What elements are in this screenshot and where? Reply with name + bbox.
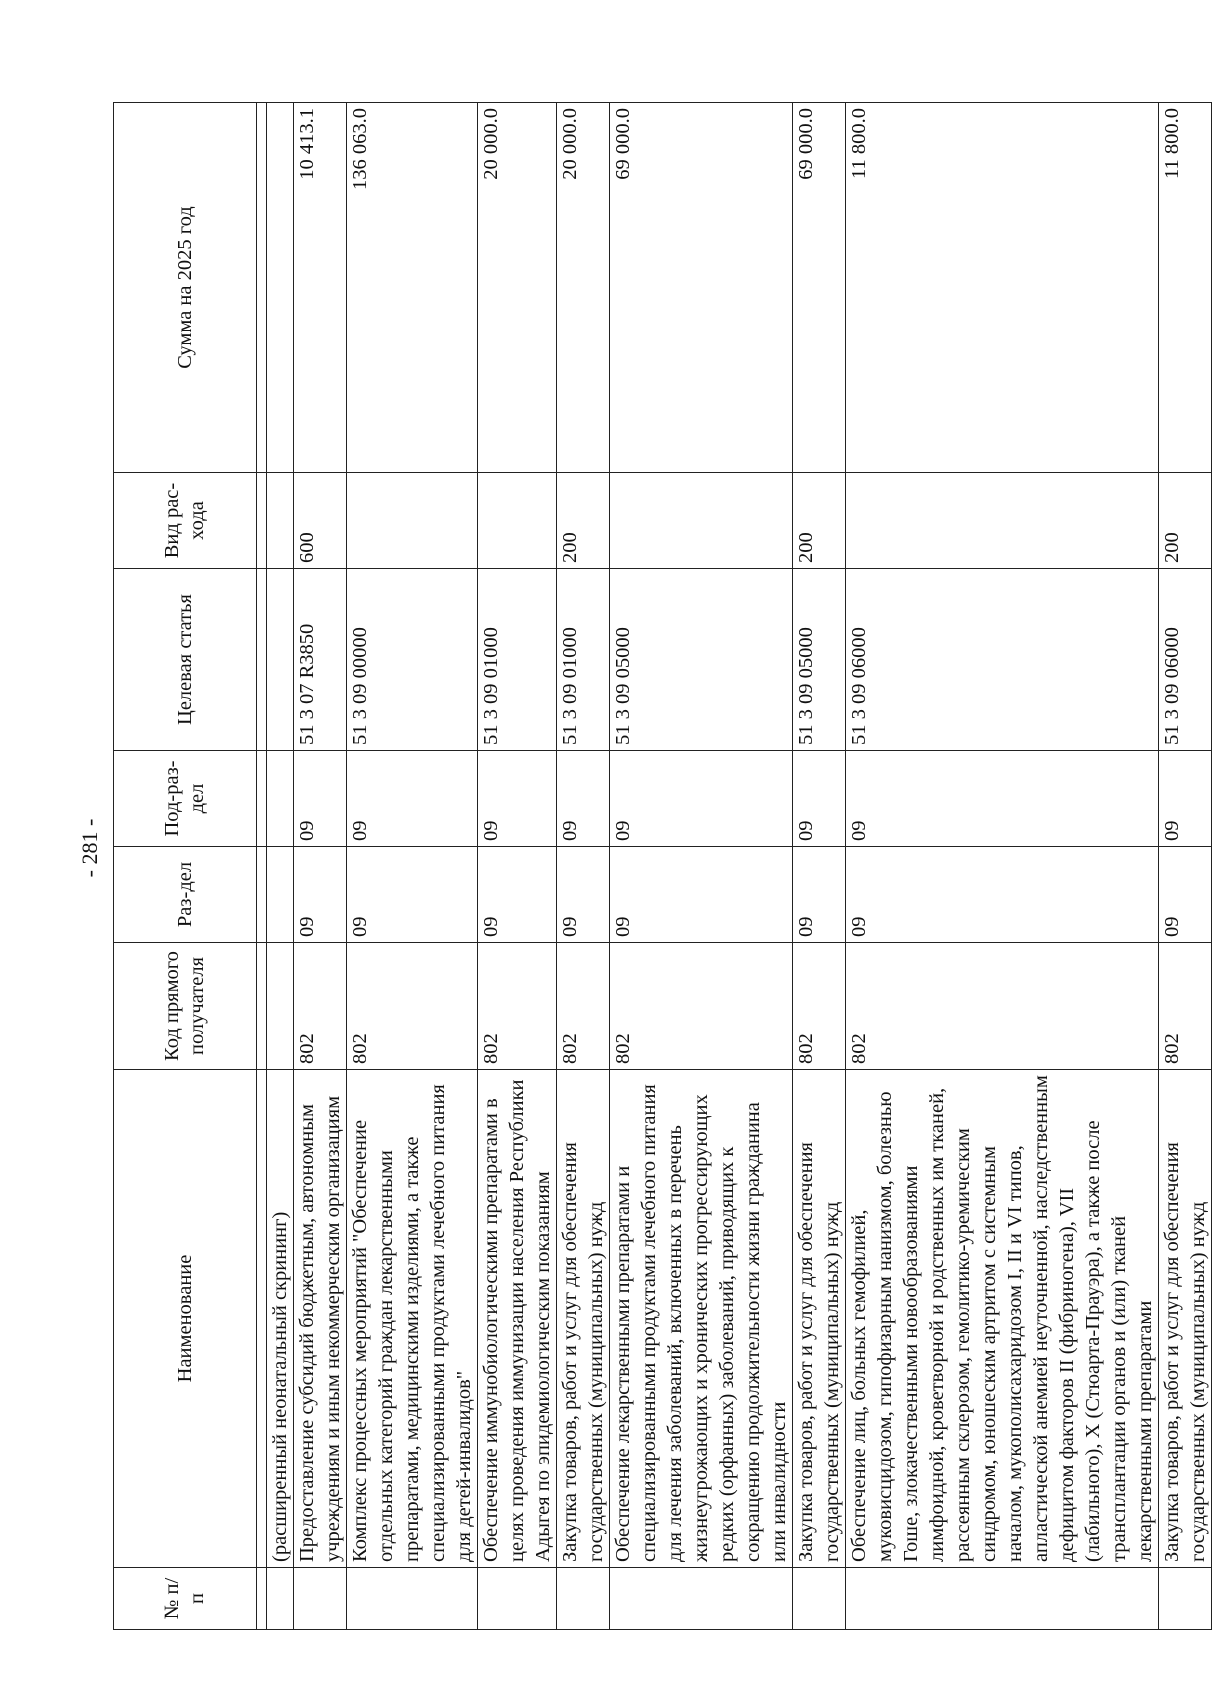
- cell-num: [257, 1568, 267, 1630]
- cell-code: 802: [610, 943, 793, 1070]
- cell-vid: 600: [294, 473, 347, 569]
- table-row: [267, 103, 294, 1630]
- table-row: [347, 103, 478, 1630]
- cell-sum: 136 063.0: [347, 103, 478, 473]
- cell-razdel: 09: [1159, 847, 1212, 943]
- cell-code: 802: [1159, 943, 1212, 1070]
- cell-target: 51 3 09 01000: [557, 569, 610, 751]
- cell-sum: 69 000.0: [610, 103, 793, 473]
- cell-podrazdel: 09: [347, 751, 478, 847]
- cell-target: 51 3 09 06000: [1159, 569, 1212, 751]
- cell-podrazdel: 09: [478, 751, 557, 847]
- budget-table: [113, 102, 1212, 1630]
- header-name: Наименование: [114, 1070, 257, 1568]
- cell-target: 51 3 09 05000: [610, 569, 793, 751]
- cell-podrazdel: [267, 751, 294, 847]
- cell-razdel: 09: [610, 847, 793, 943]
- header-code: Код прямого получателя: [114, 943, 257, 1070]
- cell-code: [267, 943, 294, 1070]
- cell-code: 802: [294, 943, 347, 1070]
- table-row: [478, 103, 557, 1630]
- cell-sum: 20 000.0: [478, 103, 557, 473]
- header-razdel: Раз-дел: [114, 847, 257, 943]
- page-number: - 281 -: [77, 818, 102, 878]
- cell-name: Комплекс процессных мероприятий "Обеспечение отдельных категорий граждан лекарственными препаратами, медицинскими изделиями, а также специализированными продуктами лечебного питания для детей-инвалидов": [347, 1070, 478, 1568]
- table-row: [557, 103, 610, 1630]
- cell-num: [294, 1568, 347, 1630]
- cell-name: Обеспечение лиц, больных гемофилией, муковисцидозом, гипофизарным нанизмом, болезнью Гоше, злокачественными новообразованиями лимфоидной, кроветворной и родственных им тканей, рассеянным склерозом, гемолитико-уремическим синдромом, юношеским артритом с системным началом, мукополисахаридозом I, II и VI типов, апластической анемией неуточненной, наследственным дефицитом факторов II (фибриногена), VII (лабильного), X (Стюарта-Прауэра), а также после трансплантации органов и (или) тканей лекарственными препаратами: [846, 1070, 1159, 1568]
- cell-vid: 200: [1159, 473, 1212, 569]
- cell-code: 802: [347, 943, 478, 1070]
- cell-sum: 69 000.0: [793, 103, 846, 473]
- header-vid: Вид рас-хода: [114, 473, 257, 569]
- cell-vid: 200: [557, 473, 610, 569]
- table-row: [294, 103, 347, 1630]
- cell-target: [257, 569, 267, 751]
- cell-podrazdel: 09: [610, 751, 793, 847]
- header-num: № п/п: [114, 1568, 257, 1630]
- table-header-row: [114, 103, 257, 1630]
- cell-target: 51 3 07 R3850: [294, 569, 347, 751]
- cell-code: 802: [793, 943, 846, 1070]
- cell-name: Предоставление субсидий бюджетным, автономным учреждениям и иным некоммерческим организациям: [294, 1070, 347, 1568]
- cell-code: 802: [846, 943, 1159, 1070]
- cell-code: 802: [557, 943, 610, 1070]
- cell-num: [610, 1568, 793, 1630]
- table-row: [793, 103, 846, 1630]
- cell-podrazdel: 09: [846, 751, 1159, 847]
- cell-podrazdel: 09: [557, 751, 610, 847]
- cell-vid: [257, 473, 267, 569]
- cell-sum: 11 800.0: [1159, 103, 1212, 473]
- table-row: [610, 103, 793, 1630]
- cell-target: 51 3 09 05000: [793, 569, 846, 751]
- cell-razdel: 09: [478, 847, 557, 943]
- cell-podrazdel: 09: [1159, 751, 1212, 847]
- cell-num: [1159, 1568, 1212, 1630]
- cell-sum: 10 413.1: [294, 103, 347, 473]
- cell-code: [257, 943, 267, 1070]
- cell-podrazdel: 09: [294, 751, 347, 847]
- table-row: [1159, 103, 1212, 1630]
- cell-razdel: [267, 847, 294, 943]
- cell-vid: [846, 473, 1159, 569]
- cell-vid: [478, 473, 557, 569]
- table-row: [846, 103, 1159, 1630]
- cell-name: Обеспечение иммунобиологическими препаратами в целях проведения иммунизации населения Республики Адыгея по эпидемиологическим показаниям: [478, 1070, 557, 1568]
- cell-sum: 20 000.0: [557, 103, 610, 473]
- table-row: [257, 103, 267, 1630]
- cell-name: (расширенный неонатальный скрининг): [267, 1070, 294, 1568]
- cell-name: Закупка товаров, работ и услуг для обеспечения государственных (муниципальных) нужд: [557, 1070, 610, 1568]
- header-target: Целевая статья: [114, 569, 257, 751]
- cell-name: Закупка товаров, работ и услуг для обеспечения государственных (муниципальных) нужд: [793, 1070, 846, 1568]
- cell-num: [267, 1568, 294, 1630]
- cell-target: 51 3 09 00000: [347, 569, 478, 751]
- cell-num: [557, 1568, 610, 1630]
- cell-sum: 11 800.0: [846, 103, 1159, 473]
- cell-num: [478, 1568, 557, 1630]
- cell-target: 51 3 09 06000: [846, 569, 1159, 751]
- cell-num: [347, 1568, 478, 1630]
- cell-code: 802: [478, 943, 557, 1070]
- cell-vid: [347, 473, 478, 569]
- header-sum: Сумма на 2025 год: [114, 103, 257, 473]
- cell-sum: [257, 103, 267, 473]
- cell-razdel: 09: [793, 847, 846, 943]
- cell-target: [267, 569, 294, 751]
- cell-vid: [267, 473, 294, 569]
- cell-razdel: 09: [557, 847, 610, 943]
- cell-razdel: 09: [347, 847, 478, 943]
- cell-name: Обеспечение лекарственными препаратами и специализированными продуктами лечебного питания для лечения заболеваний, включенных в перечень жизнеугрожающих и хронических прогрессирующих редких (орфанных) заболеваний, приводящих к сокращению продолжительности жизни гражданина или инвалидности: [610, 1070, 793, 1568]
- cell-podrazdel: [257, 751, 267, 847]
- cell-name: Закупка товаров, работ и услуг для обеспечения государственных (муниципальных) нужд: [1159, 1070, 1212, 1568]
- cell-razdel: 09: [294, 847, 347, 943]
- cell-num: [793, 1568, 846, 1630]
- cell-target: 51 3 09 01000: [478, 569, 557, 751]
- cell-num: [846, 1568, 1159, 1630]
- header-podrazdel: Под-раз-дел: [114, 751, 257, 847]
- cell-razdel: [257, 847, 267, 943]
- cell-razdel: 09: [846, 847, 1159, 943]
- cell-sum: [267, 103, 294, 473]
- cell-vid: [610, 473, 793, 569]
- cell-vid: 200: [793, 473, 846, 569]
- rotated-table-container: [113, 103, 1209, 1630]
- cell-podrazdel: 09: [793, 751, 846, 847]
- cell-name: [257, 1070, 267, 1568]
